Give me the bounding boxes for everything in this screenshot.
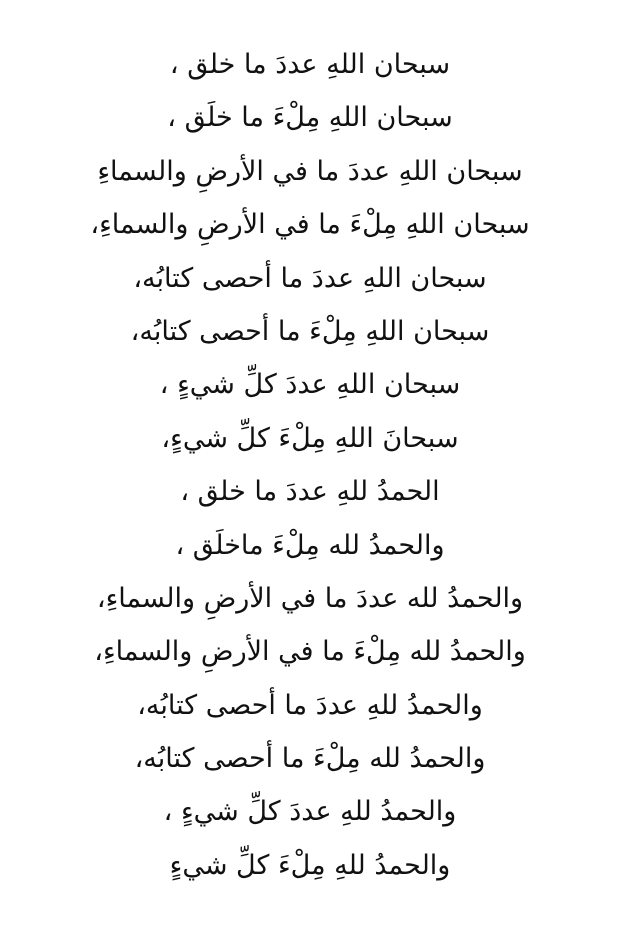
text-line: سبحان اللهِ مِلْءَ ما أحصى كتابُه، xyxy=(130,315,490,347)
text-line: سبحان اللهِ مِلْءَ ما في الأرضِ والسماءِ، xyxy=(90,209,530,241)
text-line: والحمدُ للهِ مِلْءَ كلِّ شيءٍ xyxy=(169,849,451,881)
text-line: سبحان اللهِ مِلْءَ ما خلَق ، xyxy=(167,102,453,134)
text-line: سبحان اللهِ عددَ ما خلق ، xyxy=(169,49,451,80)
text-line: الحمدُ للهِ عددَ ما خلق ، xyxy=(180,476,440,508)
text-line: والحمدُ لله مِلْءَ ماخلَق ، xyxy=(175,529,445,561)
dhikr-text xyxy=(40,38,580,892)
text-line: والحمدُ لله عددَ ما في الأرضِ والسماءِ، xyxy=(96,582,524,614)
text-line: والحمدُ للهِ عددَ كلِّ شيءٍ ، xyxy=(163,796,457,828)
text-line: سبحان اللهِ عددَ كلِّ شيءٍ ، xyxy=(159,369,461,401)
text-line: والحمدُ لله مِلْءَ ما أحصى كتابُه، xyxy=(134,743,486,775)
text-line: سبحان اللهِ عددَ ما في الأرضِ والسماءِ xyxy=(97,155,523,187)
text-line: سبحانَ اللهِ مِلْءَ كلِّ شيءٍ، xyxy=(161,422,459,454)
text-line: سبحان اللهِ عددَ ما أحصى كتابُه، xyxy=(133,262,487,294)
text-line: والحمدُ لله مِلْءَ ما في الأرضِ والسماءِ، xyxy=(94,636,526,668)
text-line: والحمدُ للهِ عددَ ما أحصى كتابُه، xyxy=(137,689,483,721)
